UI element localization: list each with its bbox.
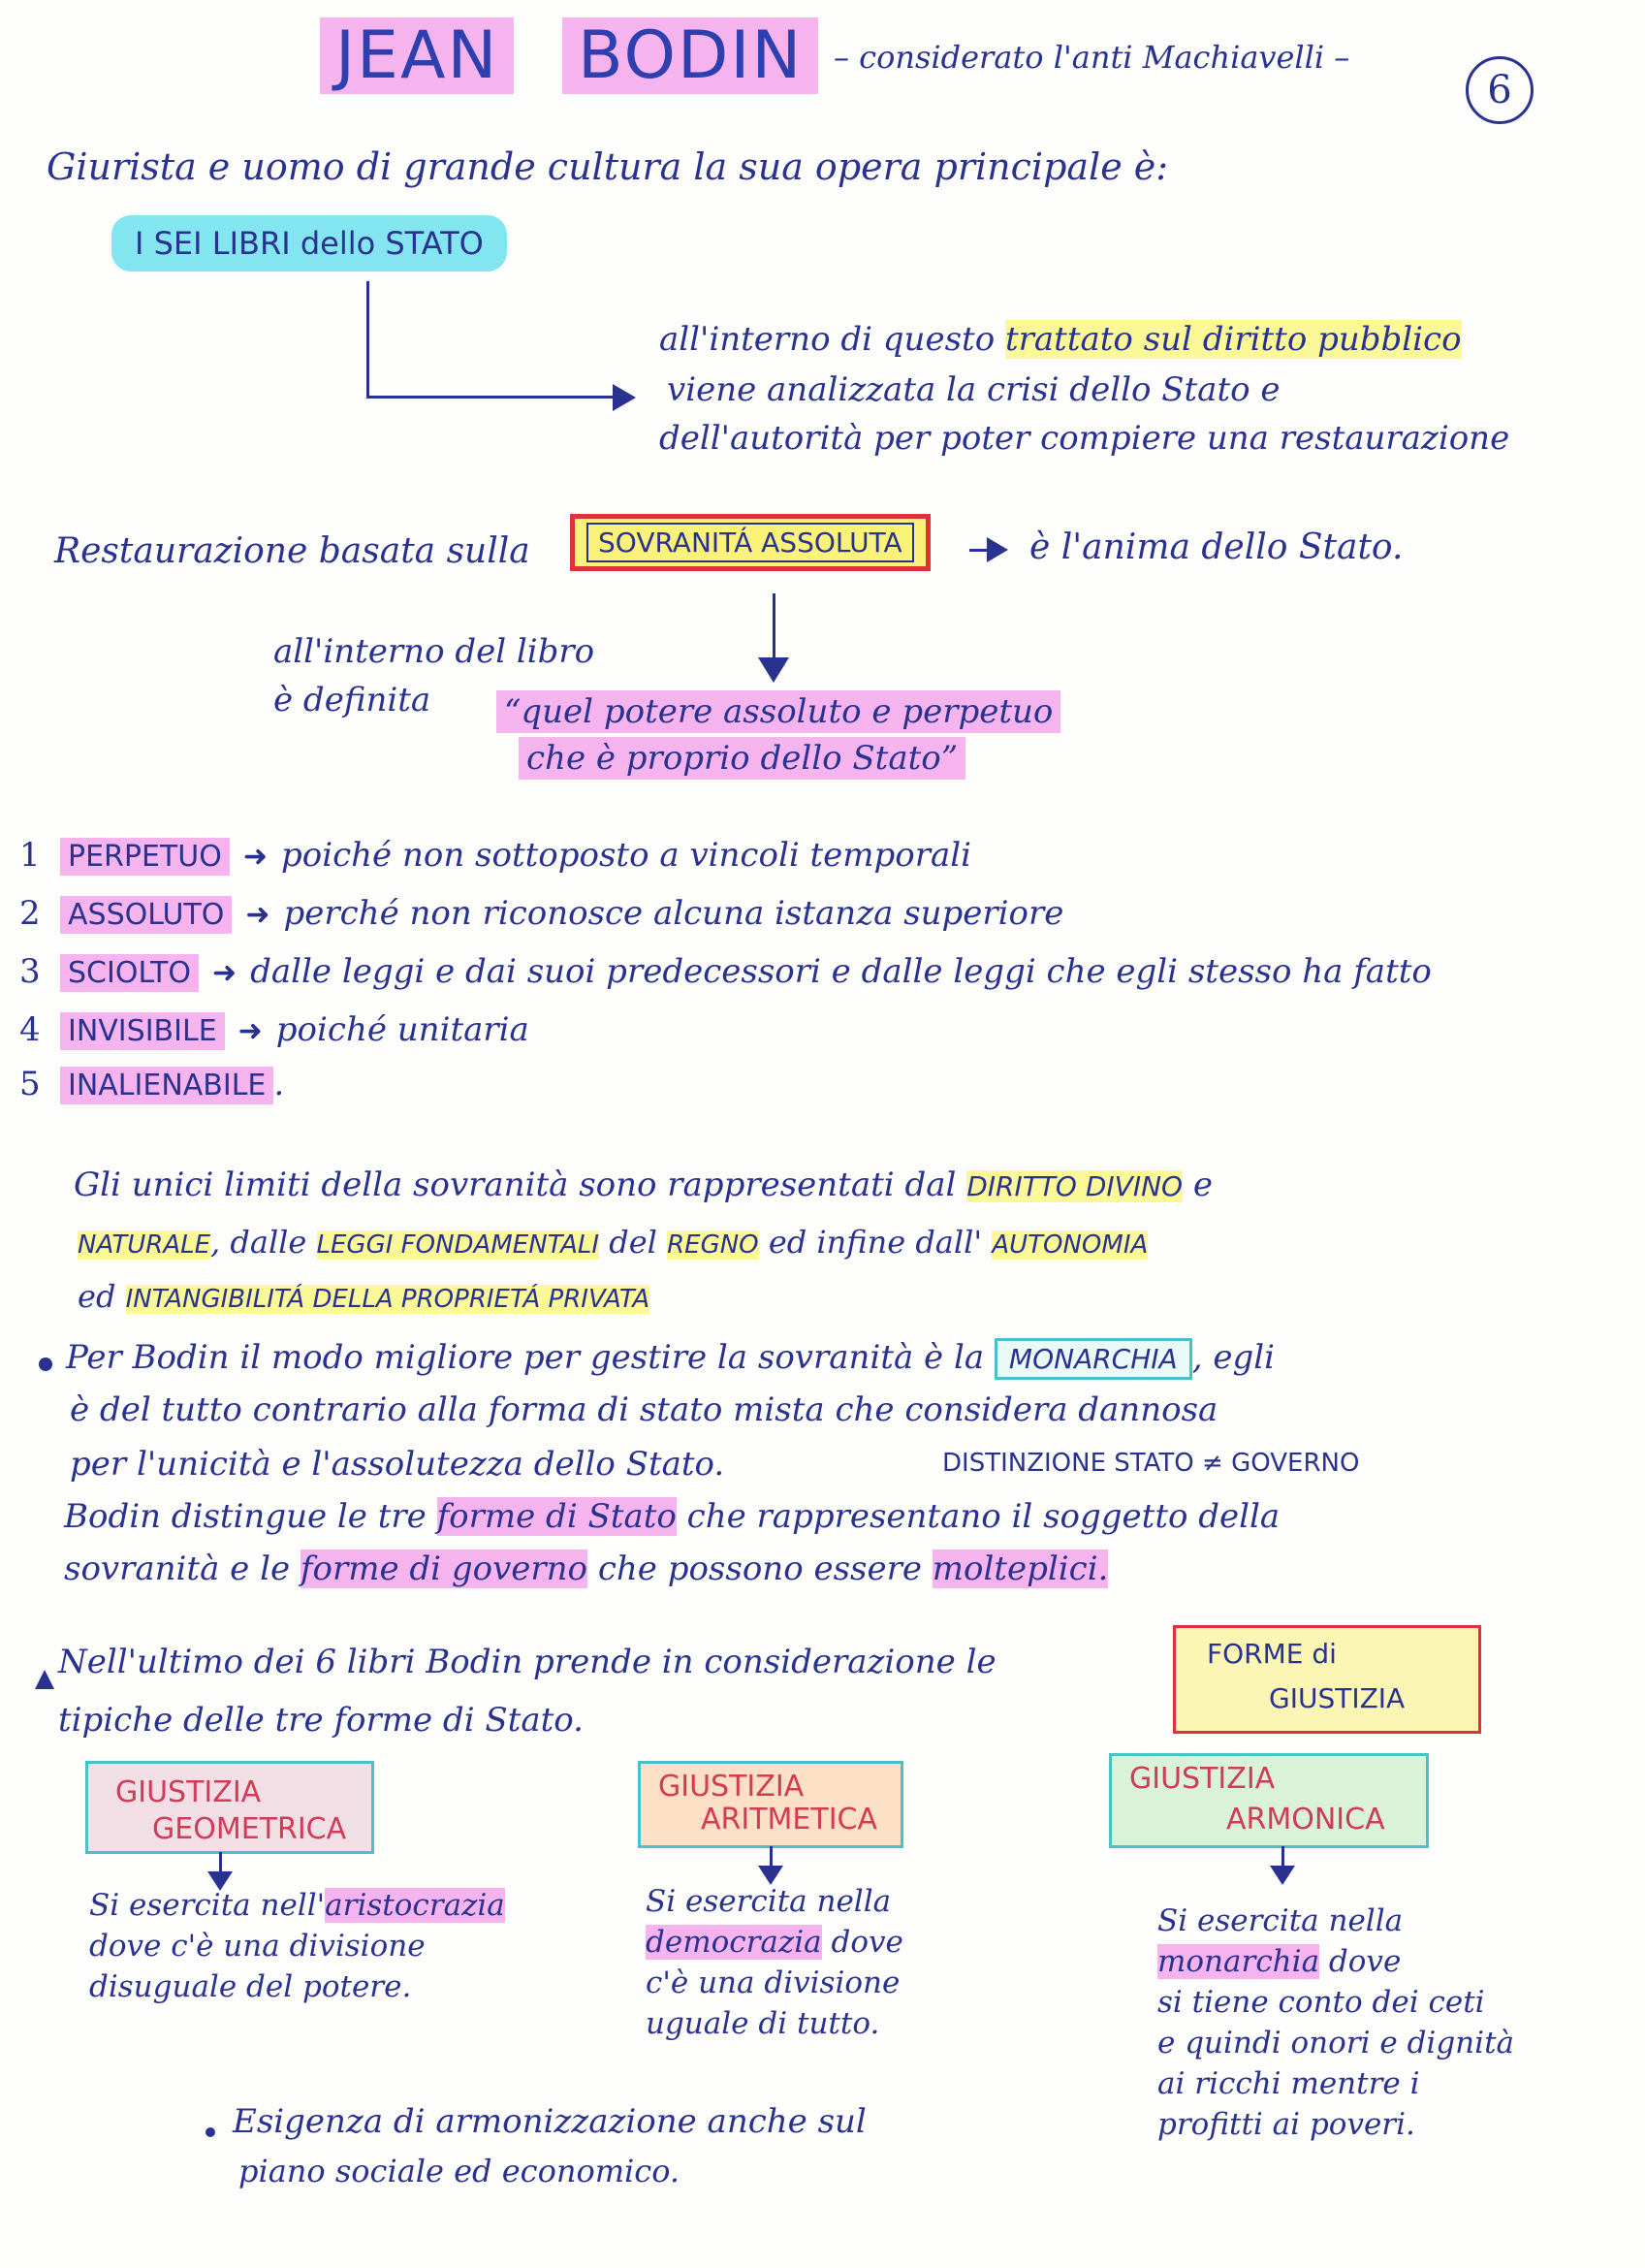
monarchy-text-5a: sovranità e le <box>64 1549 291 1588</box>
justice-title-1: GIUSTIZIA <box>658 1770 805 1804</box>
justice-text-row <box>1157 2104 1514 2145</box>
monarchy-text-4a: Bodin distingue le tre <box>64 1497 427 1536</box>
definition-arrow-line <box>773 593 775 661</box>
justice-text-row <box>1157 1941 1514 1982</box>
justice-line: c'è una divisione <box>646 1965 901 2000</box>
sovereignty-box <box>570 514 931 571</box>
subtitle: – considerato l'anti Machiavelli – <box>834 39 1350 76</box>
arrow-right-icon: ➜ <box>211 956 237 990</box>
limit-divine-law: DIRITTO DIVINO <box>966 1170 1184 1202</box>
arrow-right-icon: ➜ <box>242 840 268 874</box>
connector-horizontal <box>366 396 617 399</box>
justice-text-row <box>89 1966 505 2007</box>
justice-line: Si esercita nell' <box>89 1888 326 1923</box>
monarchy-text-4c: che rappresentano il soggetto della <box>686 1497 1281 1536</box>
monarchy-text-c: , egli <box>1191 1338 1275 1377</box>
justice-highlight: democrazia <box>646 1925 822 1960</box>
property-name: INVISIBILE <box>60 1012 225 1050</box>
property-number: 4 <box>19 1010 41 1049</box>
justice-title-1: GIUSTIZIA <box>1129 1762 1276 1796</box>
limits-line-3 <box>78 1278 649 1315</box>
title-last-name: BODIN <box>562 17 818 94</box>
justice-title-2: ARITMETICA <box>701 1803 878 1837</box>
definition-quote-1: “quel potere assoluto e perpetuo <box>496 690 1060 733</box>
arrow-down-icon <box>1270 1866 1295 1885</box>
arrow-right-icon: ➜ <box>237 1014 263 1048</box>
monarchy-line-1 <box>66 1338 1275 1377</box>
limit-fundamental-laws: LEGGI FONDAMENTALI <box>316 1230 600 1260</box>
monarchy-line-2: è del tutto contrario alla forma di stato mista che considera dannosa <box>70 1390 1218 1429</box>
justice-text-row <box>89 1885 505 1926</box>
monarchy-box: MONARCHIA <box>995 1338 1192 1380</box>
monarchy-line-3: per l'unicità e l'assolutezza dello Stato. <box>70 1445 725 1484</box>
restoration-prefix: Restaurazione basata sulla <box>54 531 530 571</box>
justice-line: dove <box>831 1925 903 1960</box>
justice-title-2: GEOMETRICA <box>152 1812 347 1846</box>
footer-line-1: Esigenza di armonizzazione anche sul <box>233 2102 867 2141</box>
property-description: dalle leggi e dai suoi predecessori e dalle leggi che egli stesso ha fatto <box>250 952 1432 991</box>
forms-of-justice-box <box>1173 1625 1481 1734</box>
property-row <box>19 1010 529 1049</box>
arrow-right-icon <box>987 537 1008 562</box>
sovereignty-label: SOVRANITÁ ASSOLUTA <box>586 523 914 562</box>
monarchy-line-4 <box>64 1497 1280 1536</box>
forms-of-government: forme di governo <box>300 1549 588 1588</box>
page-number: 6 <box>1487 68 1512 112</box>
limits-text-ed: ed <box>78 1278 116 1315</box>
justice-box <box>1109 1753 1429 1848</box>
justice-line: Si esercita nella <box>1157 1903 1404 1938</box>
treatise-line-2: viene analizzata la crisi dello Stato e <box>667 370 1281 409</box>
property-number: 1 <box>19 836 41 875</box>
property-number: 2 <box>19 894 41 933</box>
limits-text-a: Gli unici limiti della sovranità sono rappresentati dal <box>74 1166 957 1204</box>
justice-intro-line-1: Nell'ultimo dei 6 libri Bodin prende in considerazione le <box>58 1643 996 1681</box>
footer-bullet <box>206 2127 215 2137</box>
justice-line: uguale di tutto. <box>646 2006 880 2041</box>
property-description: poiché non sottoposto a vincoli temporali <box>280 836 972 875</box>
property-name: INALIENABILE <box>60 1067 273 1104</box>
justice-line: e quindi onori e dignità <box>1157 2026 1515 2060</box>
justice-line: dove <box>1328 1944 1402 1979</box>
justice-text-row <box>646 1963 903 2003</box>
property-number: 5 <box>19 1065 41 1103</box>
arrow-right-icon <box>613 384 636 411</box>
justice-arrow-line <box>219 1852 222 1873</box>
page-number-circle <box>1466 56 1534 124</box>
treatise-highlight: trattato sul diritto pubblico <box>1004 320 1462 359</box>
justice-box <box>85 1761 374 1854</box>
connector-vertical <box>366 281 369 398</box>
property-description: poiché unitaria <box>275 1010 529 1049</box>
property-name: ASSOLUTO <box>60 896 232 934</box>
footer-line-2: piano sociale ed economico. <box>238 2153 680 2189</box>
arrow-down-icon <box>758 657 789 683</box>
limits-line-2 <box>78 1224 1148 1261</box>
property-row <box>19 952 1432 991</box>
property-row <box>19 1065 284 1103</box>
limit-natural: NATURALE <box>78 1230 211 1260</box>
justice-text-row <box>646 1881 903 1922</box>
limits-text-f: ed infine dall' <box>768 1224 983 1261</box>
justice-arrow-line <box>1281 1846 1284 1868</box>
arrow-right-icon: ➜ <box>245 898 270 932</box>
property-description: perché non riconosce alcuna istanza superiore <box>283 894 1064 933</box>
justice-arrow-line <box>770 1846 773 1868</box>
definition-line-2: è definita <box>273 681 431 719</box>
justice-line: dove c'è una divisione <box>89 1929 426 1964</box>
restoration-suffix: è l'anima dello Stato. <box>1029 527 1404 567</box>
multiple: molteplici. <box>932 1549 1109 1588</box>
justice-text-row <box>1157 2023 1514 2063</box>
justice-description <box>1157 1901 1514 2145</box>
property-row <box>19 836 971 875</box>
justice-line: si tiene conto dei ceti <box>1157 1985 1485 2020</box>
property-description: . <box>273 1065 285 1103</box>
monarchy-text-a: Per Bodin il modo migliore per gestire la sovranità è la <box>66 1338 985 1377</box>
limit-kingdom: REGNO <box>667 1230 759 1260</box>
bullet-dot <box>39 1358 52 1371</box>
limit-private-property: INTANGIBILITÁ DELLA PROPRIETÁ PRIVATA <box>125 1285 650 1314</box>
justice-line: Si esercita nella <box>646 1884 892 1919</box>
justice-title-2: ARMONICA <box>1226 1803 1385 1837</box>
treatise-line-3: dell'autorità per poter compiere una restaurazione <box>659 419 1510 458</box>
justice-line: disuguale del potere. <box>89 1969 412 2004</box>
justice-line: profitti ai poveri. <box>1157 2107 1415 2142</box>
justice-text-row <box>89 1926 505 1966</box>
triangle-bullet-icon <box>35 1670 54 1689</box>
justice-intro-line-2: tipiche delle tre forme di Stato. <box>58 1701 584 1740</box>
limit-autonomy: AUTONOMIA <box>992 1230 1149 1260</box>
treatise-prefix: all'interno di questo <box>659 320 996 359</box>
limits-text-b: , dalle <box>210 1224 307 1261</box>
justice-text-row <box>1157 1901 1514 1941</box>
justice-text-row <box>646 1922 903 1963</box>
property-name: PERPETUO <box>60 838 230 876</box>
property-number: 3 <box>19 952 41 991</box>
definition-line-1: all'interno del libro <box>273 632 595 671</box>
limits-line-1 <box>74 1166 1213 1204</box>
intro-line: Giurista e uomo di grande cultura la sua opera principale è: <box>47 145 1169 188</box>
forms-of-state: forme di Stato <box>436 1497 677 1536</box>
property-row <box>19 894 1063 933</box>
title-first-name: JEAN <box>320 17 514 94</box>
justice-box <box>638 1761 903 1848</box>
limits-text-c: e <box>1192 1166 1214 1204</box>
justice-text-row <box>1157 2063 1514 2104</box>
justice-description <box>646 1881 903 2044</box>
monarchy-text-5c: che possono essere <box>597 1549 922 1588</box>
justice-line: ai ricchi mentre i <box>1157 2066 1420 2101</box>
justice-description <box>89 1885 505 2007</box>
treatise-line-1 <box>659 320 1462 359</box>
justice-highlight: monarchia <box>1157 1944 1320 1979</box>
limits-text-d: del <box>609 1224 657 1261</box>
definition-quote-2: che è proprio dello Stato” <box>519 737 965 780</box>
justice-highlight: aristocrazia <box>325 1888 505 1923</box>
monarchy-line-5 <box>64 1549 1108 1588</box>
forms-of-justice-line-1: FORME di <box>1207 1638 1337 1670</box>
state-vs-government: DISTINZIONE STATO ≠ GOVERNO <box>942 1449 1360 1478</box>
justice-title-1: GIUSTIZIA <box>115 1775 262 1809</box>
forms-of-justice-line-2: GIUSTIZIA <box>1269 1682 1406 1714</box>
justice-text-row <box>1157 1982 1514 2023</box>
book-title: I SEI LIBRI dello STATO <box>111 215 507 272</box>
justice-text-row <box>646 2003 903 2044</box>
property-name: SCIOLTO <box>60 954 199 992</box>
